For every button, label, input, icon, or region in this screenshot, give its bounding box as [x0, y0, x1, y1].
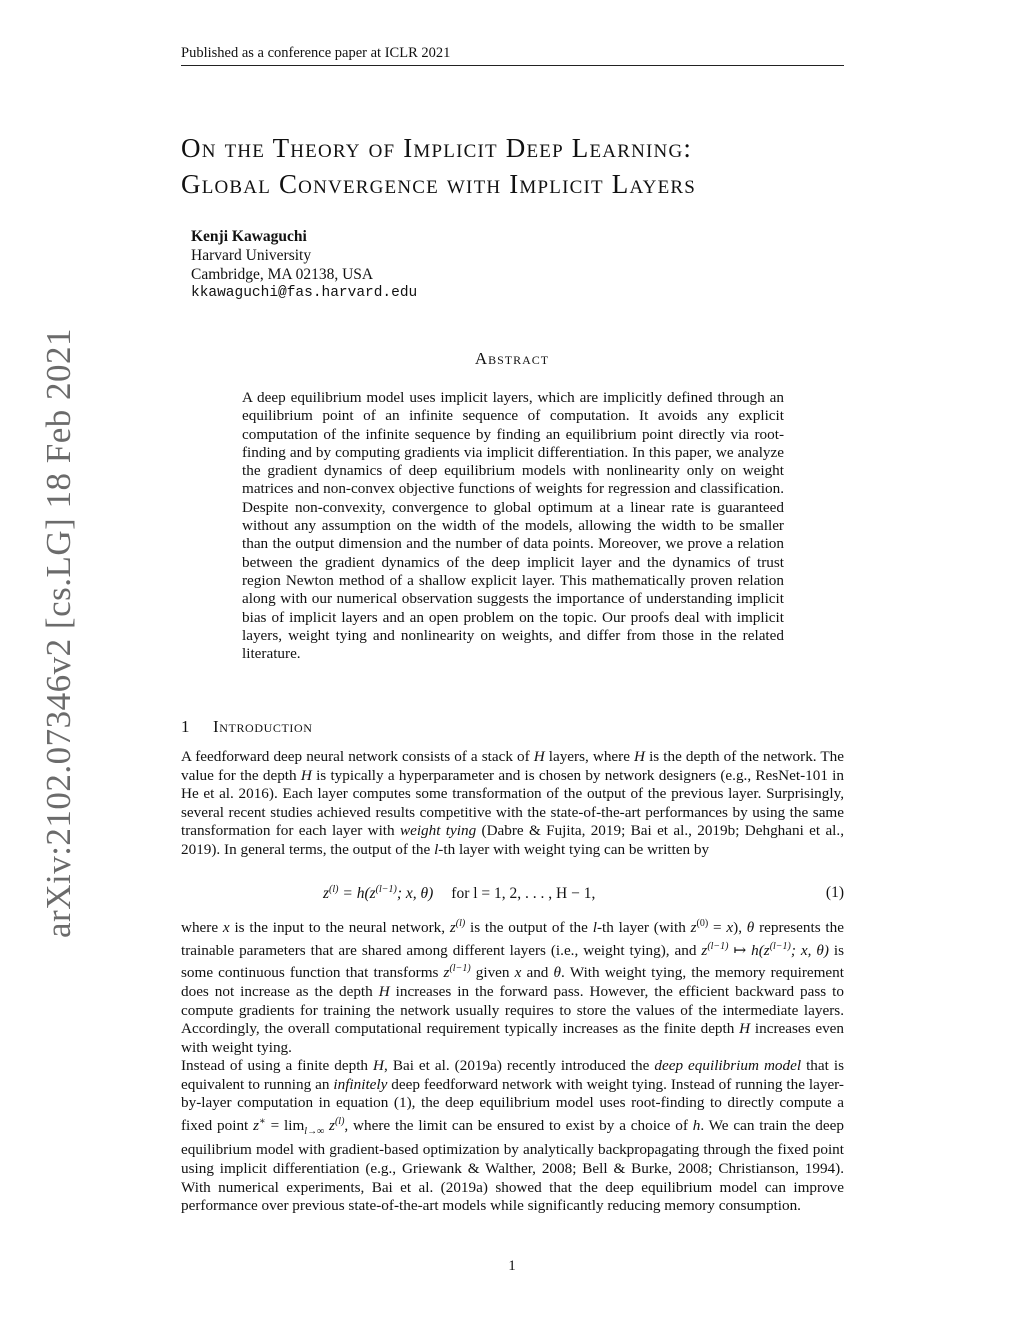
equation-superscript: (l−1) [375, 884, 397, 895]
text-run: = [708, 919, 727, 937]
text-run: . We can train the deep equilibrium model with gradient-based optimization by analytically backpropagating through the fixed point using implicit differentiation (e.g., Griewank & Walther, 2008; Bell & Burke, 2008; Christianson, 1994). With numerical experiments, Bai et al. (2019a) showed that the deep equilibrium model can improve performance over previous state-of-the-art models while significantly reducing memory consumption. [181, 1116, 844, 1215]
math-symbol: l [434, 840, 439, 858]
text-run: . With weight tying, the memory requirement does not increase as the depth [181, 964, 844, 1000]
math-superscript: (l−1) [449, 963, 471, 975]
running-head-text: Published as a conference paper at ICLR 2021 [181, 45, 451, 61]
abstract-text: A deep equilibrium model uses implicit layers, which are implicitly defined through an equilibrium point of an infinite sequence of computation. It avoids any explicit computation of the infinite sequence by finding an equilibrium point directly via root-finding and by computing gradients via implicit differentiation. In this paper, we analyze the gradient dynamics of deep equilibrium models with nonlinearity only on weight matrices and non-convex objective functions of weights for regression and classification. Despite non-convexity, convergence to global optimum at a linear rate is guaranteed without any assumption on the width of the models, allowing the width to be smaller than the output dimension and the number of data points. Moreover, we prove a relation between the gradient dynamics of the deep implicit layer and the dynamics of trust region Newton method of a shallow explicit layer. This mathematically proven relation along with our numerical observation suggests the importance of understanding implicit bias of implicit layers and an open problem on the topic. Our proofs deal with implicit layers, weight tying and nonlinearity on weights, and differ from those in the related literature. [242, 389, 784, 663]
emphasis: infinitely [333, 1075, 388, 1093]
math-symbol: x [514, 964, 522, 982]
text-run: Instead of using a finite depth [181, 1057, 374, 1074]
text-run: , where the limit can be ensured to exist by a choice of [344, 1116, 693, 1134]
equation-rhs: = h(z [338, 885, 376, 903]
math-expression: ; x, θ) [790, 941, 829, 959]
abstract-heading: Abstract [474, 349, 550, 368]
section-number: 1 [181, 717, 191, 736]
math-symbol: z [449, 919, 456, 937]
intro-paragraph-1 [181, 748, 844, 860]
text-run: that is equivalent to running an [181, 1057, 844, 1093]
equation-condition: for l = 1, 2, . . . , H − 1, [451, 885, 596, 903]
math-symbol: H [634, 748, 645, 765]
text-run: ), [733, 919, 747, 937]
equation-superscript: (l) [329, 884, 339, 895]
author-block [191, 227, 417, 303]
text-run: increases in the forward pass. However, the efficient backward pass to compute gradients for training the network usually requires to store the values of the intermediate layers. Accordingly, the overall computational requirement typically increases as the finite depth [181, 982, 844, 1038]
text-run: and [521, 964, 554, 982]
section-heading-introduction [181, 717, 313, 737]
math-superscript: (l) [455, 918, 466, 929]
math-symbol: H [300, 766, 312, 784]
math-symbol: x [726, 919, 734, 937]
math-expression: ↦ h(z [728, 941, 770, 959]
running-header [181, 44, 844, 66]
math-symbol: H [373, 1057, 385, 1074]
math-symbol: z [690, 919, 697, 937]
intro-paragraph-2 [181, 915, 844, 1057]
text-run: is the depth of the network. The value for the depth [181, 748, 844, 784]
page-number: 1 [508, 1258, 516, 1274]
text-run: given [470, 964, 515, 982]
math-symbol: z [443, 964, 450, 982]
author-address: Cambridge, MA 02138, USA [191, 266, 374, 283]
equation-1 [181, 884, 844, 906]
text-run: represents the trainable parameters that are shared among different layers (i.e., weight tying), and [181, 919, 844, 959]
title-line-2: Global Convergence with Implicit Layers [181, 169, 697, 199]
emphasis: deep equilibrium model [654, 1057, 802, 1074]
equation-number: (1) [825, 884, 844, 901]
math-symbol: h [692, 1116, 701, 1134]
math-subscript: l→∞ [304, 1125, 325, 1137]
math-symbol: z [324, 1116, 335, 1134]
math-symbol: z [253, 1116, 260, 1134]
text-run: , Bai et al. (2019a) recently introduced the [384, 1057, 655, 1074]
math-symbol: x [222, 919, 230, 937]
author-name: Kenji Kawaguchi [191, 228, 307, 245]
text-run: where [181, 919, 223, 937]
math-symbol: H [739, 1020, 751, 1038]
arxiv-identifier-stamp: arXiv:2102.07346v2 [cs.LG] 18 Feb 2021 [39, 327, 78, 938]
text-run: layers, where [544, 748, 635, 765]
emphasis: weight tying [399, 822, 477, 840]
text-run: increases even with weight tying. [181, 1020, 845, 1056]
text-run: is the input to the neural network, [229, 919, 450, 937]
text-run: is typically a hyperparameter and is chosen by network designers (e.g., ResNet-101 in He et al. 2016). Each layer computes some transformation of the output of the previous layer. Surprisingly, several recent studies achieved results competitive with the state-of-the-art performances by using the same transformation for each layer with [181, 766, 844, 840]
title-line-1: On the Theory of Implicit Deep Learning: [181, 133, 693, 163]
paper-title [181, 130, 881, 202]
math-symbol: θ [553, 964, 561, 982]
author-affiliation: Harvard University [191, 247, 312, 264]
text-run: is some continuous function that transforms [181, 941, 844, 982]
text-run: deep feedforward network with weight tying. Instead of running the layer-by-layer computation in equation (1), the deep equilibrium model uses root-finding to directly compute a fixed point [181, 1075, 844, 1134]
equation-body [323, 884, 595, 903]
math-superscript: (l−1) [769, 940, 791, 952]
equation-lhs: z [323, 885, 330, 903]
math-symbol: H [533, 748, 545, 765]
math-symbol: l [592, 919, 597, 937]
text-run: (Dabre & Fujita, 2019; Bai et al., 2019b; Dehghani et al., 2019). In general terms, the output of the [181, 822, 844, 858]
section-title: Introduction [213, 717, 313, 736]
math-expression: = lim [265, 1116, 305, 1134]
text-run: -th layer with weight tying can be written by [438, 840, 710, 858]
text-run: is the output of the [465, 919, 593, 937]
math-superscript: (l−1) [707, 940, 729, 952]
math-superscript: (l) [334, 1115, 345, 1127]
math-symbol: H [378, 982, 390, 1000]
intro-paragraph-3 [181, 1057, 844, 1216]
equation-rhs: ; x, θ) [396, 885, 434, 903]
author-email[interactable]: kkawaguchi@fas.harvard.edu [191, 285, 418, 301]
math-symbol: z [701, 941, 708, 959]
text-run: A feedforward deep neural network consists of a stack of [181, 748, 534, 765]
text-run: -th layer (with [596, 919, 691, 937]
math-symbol: θ [746, 919, 755, 937]
math-superscript: (0) [696, 918, 709, 929]
math-superscript: ∗ [259, 1115, 266, 1127]
